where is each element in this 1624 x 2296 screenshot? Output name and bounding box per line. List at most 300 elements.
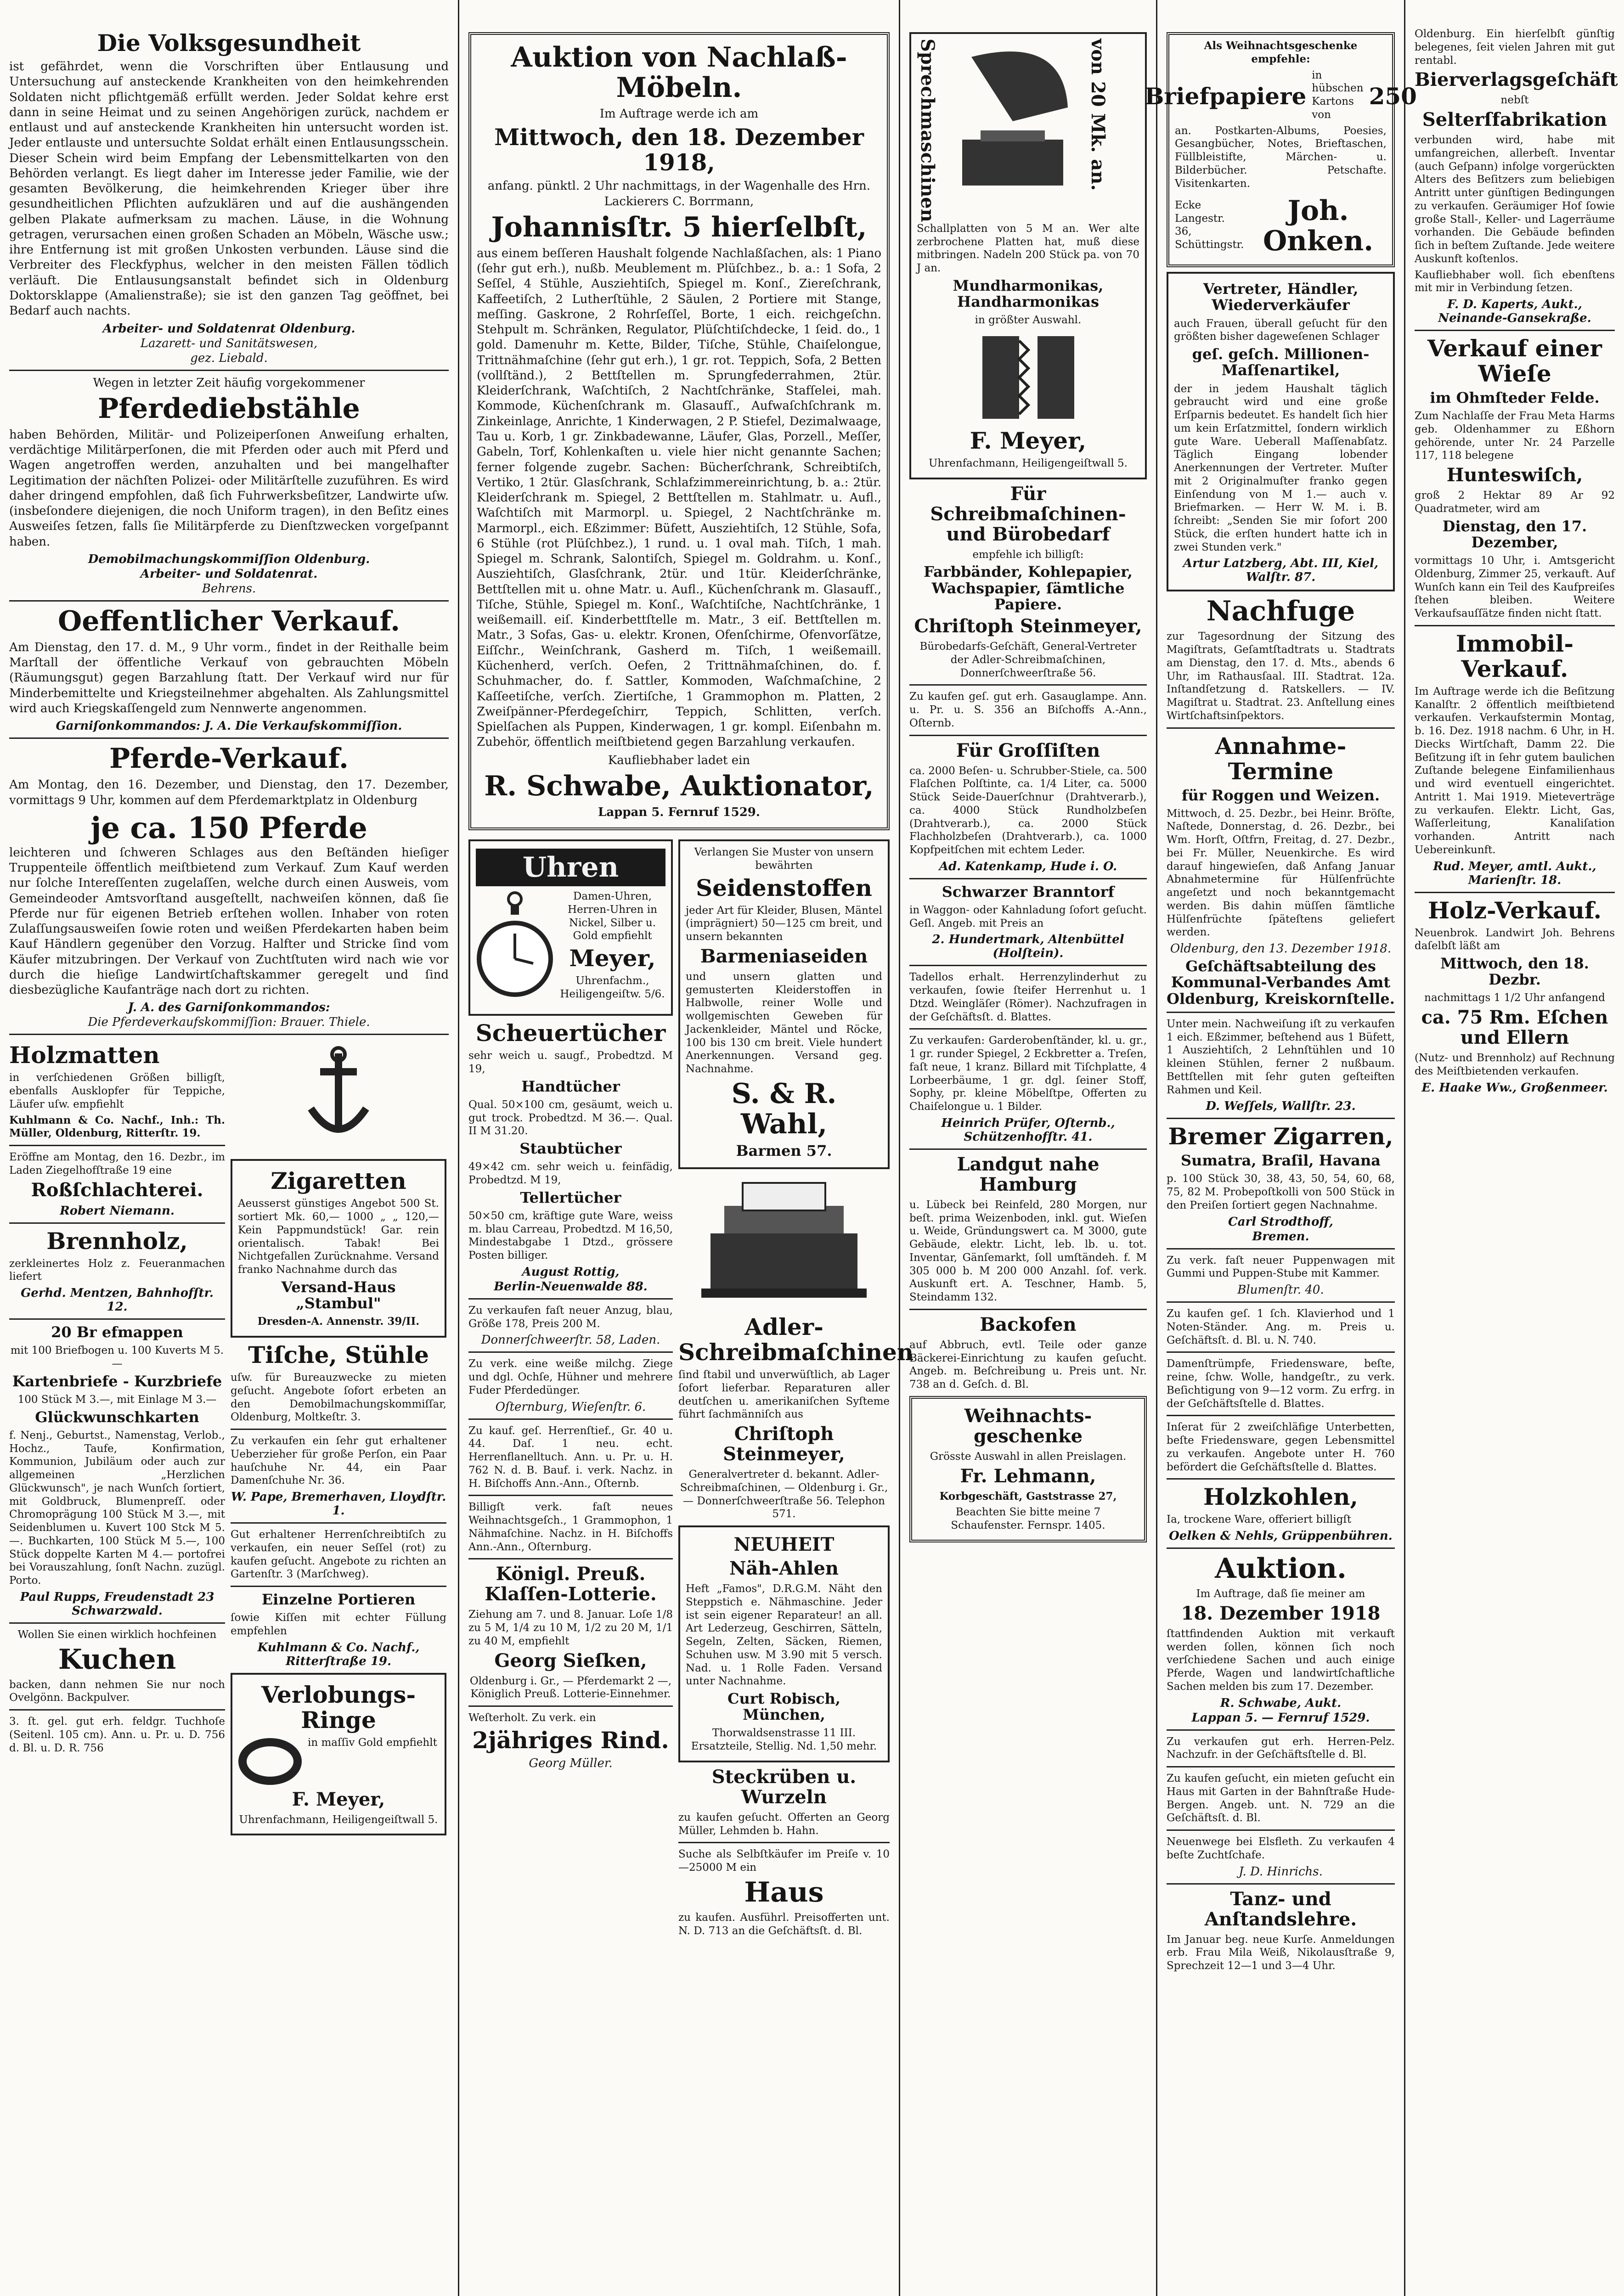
price: 250 (1369, 82, 1417, 110)
body-text: 49×42 cm. sehr weich u. feinfädig, Probedtzd. M 19, (468, 1161, 673, 1186)
ad-anzug (468, 1304, 673, 1347)
body-text: Im Auftrage, daß ſie meiner am (1196, 1588, 1365, 1600)
body-text: Grösste Auswahl in allen Preislagen. (930, 1450, 1127, 1463)
divider (678, 1842, 890, 1843)
headline: Einzelne Portieren (261, 1591, 416, 1609)
divider (909, 1148, 1147, 1150)
ad-wiese (1415, 336, 1615, 620)
divider (1167, 1301, 1395, 1303)
headline: Landgut nahe Hamburg (957, 1153, 1100, 1195)
ads-left (468, 835, 673, 1940)
ad-klassenlotterie (468, 1564, 673, 1701)
divider (231, 1429, 446, 1430)
body-text: backen, dann nehmen Sie nur noch Ovelgönn. Backpulver. (9, 1678, 225, 1704)
headline: Mundharmonikas, Handharmonikas (953, 276, 1104, 311)
body-text: mit 100 Briefbogen u. 100 Kuverts M 5.— (10, 1345, 224, 1370)
ad-verlobungsringe (231, 1673, 446, 1836)
body-text: Kaufliebhaber woll. ſich ebenſtens mit mir in Verbindung ſetzen. (1415, 269, 1615, 294)
body-text: ſtattfindenden Auktion mit verkauft werden ſollen, können ſich noch verſchiedene Sachen und auch einige Pferde, Wagen und landwirtſchaftliche Sachen melden bis zum 17. Dezember. (1167, 1627, 1395, 1693)
headline: Backofen (980, 1313, 1077, 1335)
highlight: je ca. 150 Pferde (90, 810, 367, 845)
divider (9, 1622, 225, 1624)
ad-immobil-verkauf (1415, 631, 1615, 887)
ad-haus (678, 1848, 890, 1937)
divider (9, 737, 449, 739)
firm-name: Chriſtoph Steinmeyer, (914, 615, 1142, 637)
date-line: Oldenburg, den 13. Dezember 1918. (1170, 942, 1392, 956)
intro-text: Im Auftrage werde ich am (599, 107, 759, 121)
divider (1167, 1351, 1395, 1353)
divider (1167, 1548, 1395, 1549)
ring-row (238, 1736, 439, 1787)
body-text: in Waggon- oder Kahnladung ſofort geſucht. Geſl. Angeb. mit Preis an (909, 904, 1147, 929)
divider (9, 1034, 449, 1035)
uhren-row (476, 890, 665, 1009)
ad-unterbetten: Inſerat für 2 zweiſchläfige Unterbetten, beſte Friedensware, gegen Lebensmittel zu verkaufen. Angebote unter H. 760 befördert die Geſchäftsſtelle d. Blattes. (1167, 1421, 1395, 1473)
headline: Staubtücher (519, 1140, 622, 1158)
firm-address: Uhrenfachmann, Heiligengeiſtwall 5. (239, 1813, 438, 1826)
ads-right (231, 1040, 446, 1840)
headline: Näh-Ahlen (729, 1558, 839, 1580)
firm-name: E. Haake Ww., Großenmeer. (1421, 1080, 1608, 1095)
headline: ca. 75 Rm. Eſchen und Ellern (1421, 1007, 1608, 1049)
firm-address: Berlin-Neuenwalde 88. (494, 1279, 648, 1294)
headline: Immobil-Verkauf. (1455, 630, 1574, 682)
headline: Weihnachts-geschenke (964, 1405, 1092, 1447)
ad-kuchen (9, 1628, 225, 1705)
signature: J. A. des Garniſonkommandos: (128, 1001, 330, 1015)
headline: Nachfuge (1206, 595, 1355, 628)
headline: Bremer Zigarren, (1168, 1123, 1393, 1150)
body-text: Oldenburg. Ein hierſelbſt günſtig belegenes, ſeit vielen Jahren mit gut rentabl. (1415, 28, 1615, 67)
body-text: Unter mein. Nachweiſung iſt zu verkaufen 1 eich. Eßzimmer, beſtehend aus 1 Büfett, 1 Ausziehtiſch, 2 Lehnſtühlen und 10 kleinen Stühlen, ferner 2 nußbaum. Bettſtellen mit ſehr guten geſteiften Rahmen und Keil. (1167, 1018, 1395, 1096)
headline: Die Volksgesundheit (97, 29, 361, 56)
divider (9, 1222, 225, 1224)
firm-address: Lappan 5. — Fernruf 1529. (1191, 1711, 1370, 1725)
divider (468, 1705, 673, 1707)
headline: Briefpapiere (1145, 82, 1307, 110)
headline: Uhren (476, 849, 665, 886)
firm-address: Oldenburg i. Gr., — Pferdemarkt 2 —, Königlich Preuß. Lotterie-Einnehmer. (469, 1675, 672, 1700)
firm-name: Oelken & Nehls, Grüppenbühren. (1169, 1529, 1393, 1543)
address: Oſternburg, Wieſenſtr. 6. (495, 1400, 646, 1414)
divider (1167, 1415, 1395, 1416)
ad-annahme-termine (1167, 733, 1395, 1007)
signature: Artur Latzberg, Abt. III, Kiel, Walſtr. 87. (1183, 557, 1379, 585)
firm-address: Bürobedarfs-Geſchäft, General-Vertreter der Adler-Schreibmaſchinen, Donnerſchweerſtraße 56. (919, 641, 1137, 679)
signature: Kuhlmann & Co. Nachf., Ritterſtraße 19. (257, 1640, 420, 1668)
ad-ueberzieher (231, 1435, 446, 1518)
divider (9, 1145, 225, 1146)
body-text: Suche als Selbſtkäufer im Preiſe v. 10—25000 M ein (678, 1848, 890, 1874)
divider (231, 1522, 446, 1524)
headline: Annahme-Termine (1215, 732, 1347, 785)
ad-nachfuge (1167, 596, 1395, 722)
signature: Garniſonkommandos: J. A. Die Verkaufskommiſſion. (56, 719, 402, 733)
item-list: aus einem beſſeren Haushalt folgende Nachlaßſachen, als: 1 Piano (ſehr gut erh.), nußb. Meublement m. Plüſchbez., b. a.: 1 Sofa, 2 Seſſel, 4 Stühle, Ausziehtiſch, Spiegel m. Konſ., Ziereſchrank, Kaffeetiſch, 2 Lutherſtühle, 2 Säulen, 2 Portiere mit Stange, meſſing. Gaskrone, 2 Rohrſeſſel, Borte, 1 eich. reichgeſchn. Stehpult m. Schränken, Regulator, Plüſchtiſchdecke, 1 ſeid. do., 1 gold. Damenuhr m. Kette, Bilder, Tiſche, Stühle, Chaiſelongue, Trittnähmaſchine (ſehr gut erh.), 1 gr. rot. Teppich, Sofa, 2 Betten (vollſtänd.), 2 Bettſtellen m. Sprungfederrahmen, 2tür. Kleiderſchrank, Waſchtiſch, 2 Nachtſchränke, Stafſelei, mah. Kommode, Küchenſchrank m. Glasaufſ., Aufwaſchſchrank m. Zinkeinlage, Anrichte, 1 Kinderwagen, 2 P. Stiefel, Dezimalwaage, Tau u. Korb, 1 gr. Zinkbadewanne, Läufer, Glas, Porzell., Meſſer, Gabeln, Torf, Kohlenkaſten u. viele hier nicht genannte Sachen; ferner folgende zugebr. Sachen: Bücherſchrank, Schreibtiſch, Vertiko, 1 2tür. Glasſchrank, Schlafzimmereinrichtung, b. a.: 2tür. Kleiderſchrank m. Spiegel, 2 Bettſtellen m. Stahlmatr. u. Aufl., Waſchtiſch mit Marmorpl. u. Spiegel, 2 Nachtſchränke m. Marmorpl., eich. Eßzimmer: Büfett, Ausziehtiſch, 12 Stühle, Sofa, 6 Stühle (rot Plüſchbez.), 1 rund. u. 1 oval mah. Tiſch, 1 mah. Spiegel m. Schrank, Salontiſch, Spiegel m. Goldrahm. u. Konſ., Ausziehtiſch, Glasſchrank, 2tür. und 1tür. Kleiderſchränke, Bettſtellen mit u. ohne Matr. u. Aufl., Küchenſchrank m. Glasaufſ., Tiſche, Stühle, Spiegel m. Konſ., Waſchtiſche, Nachtſchränke, 1 weißemaill. eiſ. Kinderbettſtelle m. Matr., 3 eiſ. Bettſtellen m. Matr., 3 Sofas, Gas- u. elektr. Kronen, Ofenſchirme, Ofenvorſätze, Eiſſchr., Weinſchrank, Gasherd m. Tiſch, 1 weißemaill. Küchenherd, verſch. Oefen, 2 Trittnähmaſchinen, do. f. Schuhmacher, do. f. Sattler, Kommoden, Waſchmaſchine, 2 Kaſſeetiſche, verſch. Ziertiſche, 1 Grammophon m. Platten, 2 Zweiſpänner-Pferdegeſchirr, Teppich, Schlitten, verſch. Spielſachen als Puppen, Kinderwagen, 1 gr. kompl. Eiſenbahn m. Zubehör, öffentlich meiſtbietend gegen Barzahlung verkaufen. (477, 246, 881, 749)
firm-name: R. Schwabe, Aukt. (1220, 1696, 1342, 1710)
headline: Verlobungs-Ringe (261, 1681, 416, 1733)
column-3 (900, 0, 1157, 2296)
body-text: Verlangen Sie Muster von unsern bewährten (694, 846, 874, 872)
headline: Sumatra, Braſil, Havana (1181, 1152, 1381, 1170)
firm-address: Generalvertreter d. bekannt. Adler-Schreibmaſchinen, — Oldenburg i. Gr., — Donnerſchweerſtraße 56. Telephon 571. (680, 1469, 888, 1520)
body-text: Qual. 50×100 cm, gesäumt, weich u. gut trock. Probedtzd. M 36.—. Qual. II M 31.20. (468, 1098, 673, 1137)
firm-name: Chriſtoph Steinmeyer, (723, 1423, 845, 1465)
headline: Hunteswiſch, (1446, 464, 1583, 486)
ad-zuchtschafe (1167, 1835, 1395, 1879)
ad-pferde-verkauf (9, 743, 449, 1029)
body-text: in hübschen Kartons von (1312, 69, 1364, 121)
body-text: in verſchiedenen Größen billigſt, ebenfalls Ausklopfer für Teppiche, Läufer uſw. empfiehlt (9, 1072, 225, 1110)
headline: 20 Br efmappen (51, 1323, 183, 1341)
firm-name: Georg Sieſken, (494, 1649, 647, 1671)
auction-date: Mittwoch, den 18. Dezbr. (1440, 955, 1589, 989)
divider (1167, 1478, 1395, 1480)
auction-date: 18. Dezember 1918 (1181, 1602, 1381, 1624)
divider (9, 1318, 225, 1320)
body-text: Neuenbrok. Landwirt Joh. Behrens daſelbſt läßt am (1415, 927, 1615, 952)
headline: im Ohmſteder Felde. (1430, 389, 1600, 406)
body-text: leichteren und ſchweren Schlages aus den Beſtänden hieſiger Truppenteile öffentlich meiſtbietend zum Verkauf. Zum Kauf werden nur ſolche Intereſſenten zugelaſſen, welche durch einen Ausweis, vom Gemeindeoder Amtsvorſtand ausgeſtellt, nachweiſen können, daß ſie Pferde nur für eigenen Betrieb erſtehen wollen. Inhaber von roten Zulaſſungsausweiſen ſowie roten und weißen Pferdekarten haben beim Kauf Händlern gegenüber den Vorzug. Halfter und Stricke ſind vom Käufer mitzubringen. Der Verkauf von Zuchtſtuten wird nach wie vor durch die hieſige Landwirtſchaftskammer geregelt und ſind diesbezügliche Kaufanträge nach dort zu richten. (9, 845, 449, 997)
ad-portieren (231, 1592, 446, 1668)
headline: Tiſche, Stühle (248, 1341, 429, 1369)
firm-name: Kuhlmann & Co. Nachf., Inh.: Th. Müller, Oldenburg, Ritterſtr. 19. (9, 1114, 225, 1140)
headline: Kuchen (58, 1643, 176, 1676)
ad-tuchhose: 3. ſt. gel. gut erh. feldgr. Tuchhoſe (Seitenl. 105 cm). Ann. u. Pr. u. D. 756 d. Bl. u. D. R. 756 (9, 1716, 225, 1754)
body-text: an. Postkarten-Albums, Poesies, Gesangbücher, Notes, Brieftaschen, Füllbleistifte, Märchen- u. Bilderbücher. Petschafte. Visitenkarten. (1175, 124, 1387, 190)
accordion-icon (973, 332, 1083, 423)
body-text: sehr weich u. saugf., Probedtzd. M 19, (468, 1050, 673, 1075)
ad-backofen (909, 1315, 1147, 1391)
signature: Die Pferdeverkaufskommiſſion: Brauer. Thiele. (88, 1015, 370, 1030)
ad-holzkohlen (1167, 1484, 1395, 1543)
signature: Paul Rupps, Freudenstadt 23 Schwarzwald. (20, 1590, 214, 1618)
headline: Adler-Schreibmaſchinen (678, 1313, 914, 1366)
column-5 (1405, 0, 1624, 2296)
body-text: Damen-Uhren, Herren-Uhren in Nickel, Silber u. Gold empfiehlt (568, 890, 657, 942)
firm-address: Uhrenfachmann, Heiligengeiſtwall 5. (928, 457, 1128, 469)
ad-brennholz (9, 1228, 225, 1314)
divider (468, 1351, 673, 1353)
ad-landgut (909, 1154, 1147, 1304)
body-text: ca. 2000 Beſen- u. Schrubber-Stiele, ca. 500 Flaſchen Polſtinte, ca. 1/4 Liter, ca. 5000 Stück Seide-Dauerſchnur (Drahtverarb.), ca. 4000 Stück Rundholzbeſen (Drahtverarb.), ca. 2000 Stück Flachholzbeſen (Drahtverarb.), ca. 1000 Kopfpeitſchen mit echtem Leder. (909, 765, 1147, 856)
price-row (1145, 69, 1417, 124)
headline: Pferde-Verkauf. (109, 743, 349, 775)
body-text: nachmittags 1 1/2 Uhr anfangend (1424, 992, 1605, 1004)
divider (909, 1309, 1147, 1310)
body-text: 50×50 cm, kräftige gute Ware, weiss m. blau Carreau, Probedtzd. M 16,50, Mindestabgabe 1 Dtzd., grössere Posten billiger. (468, 1210, 673, 1262)
body-text: Zu verk. faſt neuer Puppenwagen mit Gummi und Puppen-Stube mit Kammer. (1167, 1254, 1395, 1280)
gramophone-icon (944, 39, 1082, 195)
headline: Für Groſſiſten (956, 739, 1100, 761)
ad-auktion (1167, 1553, 1395, 1725)
ad-haus-garten: Zu kaufen geſucht, ein mieten geſucht ein Haus mit Garten in der Bahnſtraße Hude-Bergen. Angeb. unt. N. 729 an die Geſchäftsſt. d. Bl. (1167, 1773, 1395, 1824)
ad-pferdediebstaehle (9, 376, 449, 596)
ad-scheuertuecher (468, 1020, 673, 1294)
body-text: uſw. für Bureauzwecke zu mieten geſucht. Angebote ſofort erbeten an den Demobilmachungskommiſſar, Oldenburg, Moltkeſtr. 3. (231, 1372, 446, 1424)
headline: NEUHEIT (733, 1534, 835, 1556)
body-text: Zum Nachlaſſe der Frau Meta Harms geb. Oldenhammer zu Eßhorn gehörende, unter Nr. 24 Parzelle 117, 118 belegene (1415, 410, 1615, 462)
firm-row (1175, 193, 1387, 260)
ad-seidenstoffe (678, 839, 890, 1169)
address: Donnerſchweerſtr. 58, Laden. (481, 1333, 660, 1347)
firm-name: Fr. Lehmann, (960, 1465, 1096, 1487)
headline: Geſchäftsabteilung des Kommunal-Verbandes Amt Oldenburg, Kreiskornſtelle. (1167, 957, 1395, 1007)
intro-text: Als Weihnachtsgeschenke empfehle: (1204, 39, 1358, 65)
headline: Scheuertücher (475, 1019, 666, 1047)
body-text: Im Januar beg. neue Kurſe. Anmeldungen erb. Frau Mila Weiß, Nikolausſtraße 9, Sprechzeit 12—1 und 3—4 Uhr. (1167, 1933, 1395, 1972)
divider (1167, 1766, 1395, 1767)
signature: Georg Müller. (529, 1756, 613, 1770)
divider (1415, 625, 1615, 626)
firm-address: Bremen. (1252, 1229, 1309, 1244)
firm-name: F. Meyer, (292, 1788, 385, 1810)
body-text: Zu verkaufen faſt neuer Anzug, blau, Größe 178, Preis 200 M. (468, 1304, 673, 1330)
ad-schreibtisch: Gut erhaltener Herrenſchreibtiſch zu verkaufen, ein neuer Seſſel (rot) zu kaufen geſucht. Angebote zu richten an Gartenſtr. 3 (Marſchweg). (231, 1529, 446, 1581)
divider (9, 600, 449, 602)
column-1 (0, 0, 459, 2296)
firm-name: Meyer, (569, 945, 656, 972)
ad-gaslampe: Zu kaufen geſ. gut erh. Gasauglampe. Ann. u. Pr. u. S. 356 an Biſchoffs A.-Ann., Oſternb. (909, 691, 1147, 729)
divider (909, 965, 1147, 966)
headline: Zigaretten (271, 1167, 406, 1195)
headline: Auktion. (1215, 1553, 1347, 1585)
firm-name: August Rottig, (522, 1265, 620, 1279)
firm-name: Versand-Haus „Stambul" (281, 1278, 396, 1312)
firm-address: Korbgeschäft, Gaststrasse 27, (939, 1490, 1117, 1503)
signature: Gerhd. Mentzen, Bahnhofſtr. 12. (21, 1286, 214, 1314)
anchor-illustration (231, 1040, 446, 1154)
divider (1167, 727, 1395, 729)
divider (1167, 1248, 1395, 1249)
firm-name: Joh. Onken. (1263, 195, 1374, 258)
firm-name: Ad. Katenkamp, Hude i. O. (939, 859, 1117, 873)
price-from: von 20 Mk. an. (1087, 39, 1109, 191)
body-text: f. Nenj., Geburtst., Namenstag, Verlob., Hochz., Taufe, Konfirmation, Kommunion, Jubiläum oder auch zur allgemeinen „Herzlichen Glückwunsch", je nach Wunſch ſortiert, mit Goldbruck, Blumenpreſſ. oder Chromoprägung 100 Stück M 3.—, mit Seidenblumen u. Kuvert 100 Stck M 5.—. Buchkarten, 100 Stück M 5.—, 100 Stück doppelte Karten M 4.— portofrei bei Vorauszahlung, ſonſt Nachn. zuzügl. Porto. (9, 1429, 225, 1587)
ad-garderobe (909, 1034, 1147, 1144)
ad-rind (468, 1711, 673, 1770)
headline: Auktion von Nachlaß-Möbeln. (511, 41, 847, 104)
divider (1167, 1012, 1395, 1013)
ad-tische-stuehle (231, 1342, 446, 1424)
ad-vertreter (1167, 272, 1395, 591)
divider (9, 370, 449, 371)
body-text: ſowie Kiſſen mit echter Füllung empfehlen (231, 1612, 446, 1637)
divider (909, 684, 1147, 686)
ad-rossschlachterei (9, 1151, 225, 1218)
signature: D. Weſſels, Wallſtr. 23. (1206, 1099, 1356, 1114)
headline: Holz-Verkauf. (1428, 896, 1601, 924)
body-text: Zu verkaufen: Garderobenſtänder, kl. u. gr., 1 gr. runder Spiegel, 2 Eckbretter a. Treſen, faſt neue, 1 kranz. Billard mit Tiſchplatte, 4 Lorbeerbäume, 1 gr. dgl. ſeiner Stoff, Sophy, pr. kleine Möbelſtpe, Offerten zu Chaiſelongue u. 1 Bilder. (909, 1035, 1147, 1113)
ad-herren-pelz: Zu verkaufen gut erh. Herren-Pelz. Nachzufr. in der Geſchäftsſtelle d. Bl. (1167, 1735, 1395, 1761)
firm-name: S. & R. Wahl, (731, 1077, 837, 1140)
body-text: Neuenwege bei Elsfleth. Zu verkaufen 4 beſte Zuchtſchafe. (1167, 1836, 1395, 1861)
intro-text: Wegen in letzter Zeit häufig vorgekommener (93, 376, 365, 390)
ad-naeh-ahlen (678, 1525, 890, 1762)
signature: Heinrich Prüfer, Oſternb., Schützenhofſtr. 41. (941, 1116, 1115, 1144)
divider (909, 735, 1147, 736)
signature: Behrens. (202, 581, 256, 596)
firm-name: F. D. Kaperts, Aukt., Neinande-Gansekraße. (1438, 298, 1591, 325)
body-text: 100 Stück M 3.—, mit Einlage M 3.— (17, 1394, 217, 1406)
signature: Robert Niemann. (60, 1204, 175, 1218)
body-text: Zu verkaufen ein ſehr gut erhaltener Ueberzieher für große Perſon, ein Paar hauſchuhe Nr. 44, ein Paar Damenſchuhe Nr. 36. (231, 1435, 446, 1487)
headline: Holzkohlen, (1203, 1483, 1358, 1511)
ad-zylinderhut: Tadellos erhalt. Herrenzylinderhut zu verkaufen, ſowie ſteifer Herrenhut u. 1 Dtzd. Weingläſer (Römer). Nachzufragen in der Geſchäftsſt. d. Blattes. (909, 971, 1147, 1023)
body-text: auch Frauen, überall geſucht für den größten bisher dageweſenen Schlager (1174, 317, 1387, 343)
signature: W. Pape, Bremerhaven, Lloydſtr. 1. (231, 1490, 446, 1518)
divider (1415, 330, 1615, 331)
body-text: in maſſiv Gold empfiehlt (308, 1736, 437, 1749)
ad-steckrueben (678, 1767, 890, 1838)
ad-herrenstiefel: Zu kauf. geſ. Herrenſtief., Gr. 40 u. 44. Daſ. 1 neu. echt. Herrenflanelltuch. Ann. u. Pr. u. H. 762 N. d. B. Bauf. i. verk. Nachz. in H. Biſchoffs Ann.-Ann., Oſternb. (468, 1424, 673, 1490)
uhren-text (559, 890, 665, 1009)
headline: Farbbänder, Kohlepapier, Wachspapier, ſämtliche Papiere. (924, 563, 1133, 613)
ad-damenstruempfe: Damenſtrümpfe, Friedensware, beſte, reine, ſchw. Wolle, handgeſtr., zu verk. Beſichtigung von 9—12 vorm. Zu erfrg. in der Geſchäftsſtelle d. Blattes. (1167, 1358, 1395, 1410)
body-text: jeder Art für Kleider, Blusen, Mäntel (imprägniert) 50—125 cm breit, und unsern bekannten (686, 904, 882, 943)
ad-briefmappen (9, 1324, 225, 1618)
body-text: Eröffne am Montag, den 16. Dezbr., im Laden Ziegelhofſtraße 19 eine (9, 1151, 225, 1176)
body-text: vormittags 10 Uhr, i. Amtsgericht Oldenburg, Zimmer 25, verkauft. Auf Wunſch kann ein Teil des Kaufpreiſes ſtehen bleiben. Weitere Verkaufsauſſätze finden nicht ſtatt. (1415, 555, 1615, 620)
body-text: Heft „Famos", D.R.G.M. Näht den Steppstich e. Nähmaschine. Jeder ist sein eigener Reparateur! an all. Art Lederzeug, Geschirren, Sätteln, Segeln, Zelten, Säcken, Riemen, Schuhen usw. M 3.90 mit 5 versch. Nad. u. 1 Rolle Faden. Versand unter Nachnahme. (686, 1583, 882, 1688)
ads-row (468, 835, 914, 1940)
body-text: auf Abbruch, evtl. Teile oder ganze Bäckerei-Einrichtung zu kaufen geſucht. Angeb. m. Beſchreibung u. Preis unt. Nr. 738 an d. Geſch. d. Bl. (909, 1339, 1147, 1391)
headline: Holzmatten (9, 1041, 160, 1069)
auction-address: Johannisſtr. 5 hierſelbſt, (491, 211, 867, 243)
headline: Vertreter, Händler, Wiederverkäufer (1203, 280, 1359, 314)
body-text: zu kaufen. Ausführl. Preisofferten unt. N. D. 713 an die Geſchäftsſt. d. Bl. (678, 1911, 890, 1937)
headline: Kartenbriefe - Kurzbriefe (12, 1372, 222, 1390)
headline: für Roggen und Weizen. (1181, 786, 1380, 804)
ad-buerobedarf (909, 484, 1147, 680)
ads-row (9, 1040, 449, 1840)
ad-auktion-nachlass (468, 32, 890, 830)
firm-address: Uhrenfachm., Heiligengeiſtw. 5/6. (560, 975, 665, 1000)
ad-bremer-zigarren (1167, 1124, 1395, 1243)
vertical-headline: Sprechmaschinen (917, 39, 938, 222)
headline: Bierverlagsgeſchäft (1415, 69, 1618, 91)
address: Blumenſtr. 40. (1237, 1283, 1324, 1297)
column-2 (459, 0, 914, 2296)
body-text: Weſterholt. Zu verk. ein (468, 1712, 596, 1724)
headline: Tellertücher (520, 1188, 621, 1206)
headline: Roßſchlachterei. (31, 1179, 203, 1201)
body-text: zur Tagesordnung der Sitzung des Magiſtrats, Geſamtſtadtrats u. Stadtrats am Dienstag, den 17. d. Mts., abends 6 Uhr, im Rathausſaal. III. Stadtrat. 12a. Inſtandſetzung d. Ratskellers. — IV. Magiſtrat u. Stadtrat. 23. Anſtellung eines Wirtſchaftsinſpektors. (1167, 630, 1395, 722)
body-text: Zu verk. eine weiße milchg. Ziege und dgl. Ochſe, Hühner und mehrere Fuder Pferdedünger. (468, 1358, 673, 1396)
ad-ziege (468, 1357, 673, 1413)
body-text: zu kaufen geſucht. Offerten an Georg Müller, Lehmden b. Hahn. (678, 1811, 890, 1837)
body-text: Mittwoch, d. 25. Dezbr., bei Heinr. Bröſte, Naſtede, Donnerstag, d. 26. Dezbr., bei Wm. Horſt, Oſtfrn, Freitag, d. 27. Dezbr., bei Fr. Müller, Neuenkirche. Es wird darauf hingewieſen, daß Anfang Januar Abnahmetermine für Hülſenfrüchte angeſetzt und noch bekanntgemacht werden. Bis dahin müſſen ſämtliche Hülſenfrüchte ſpäteſtens geliefert werden. (1167, 807, 1395, 939)
pocket-watch-icon (476, 890, 554, 1009)
ad-holz-verkauf (1415, 898, 1615, 1095)
divider (909, 878, 1147, 879)
body-text: der in jedem Haushalt täglich gebraucht wird und eine große Erſparnis bedeutet. Es handelt ſich hier um kein Erſatzmittel, ſondern wirklich gute Ware. Ueberall Maſſenabſatz. Täglich Eingang lobender Anerkennungen der Vertreter. Muſter mit 2 Originalmuſter franko gegen Einſendung von M 1.— auch v. Briefmarken. — Herr W. M. i. B. ſchreibt: „Senden Sie mir ſofort 200 Stück, die erſten hundert hatte ich in zwei Stunden verk." (1174, 383, 1387, 553)
body-text: Ia, trockene Ware, offeriert billigſt (1167, 1514, 1352, 1526)
ad-tanzlehre (1167, 1889, 1395, 1973)
body-text: Kaufliebhaber ladet ein (608, 753, 750, 767)
divider (468, 1298, 673, 1300)
ad-adler-schreibmaschinen (678, 1313, 914, 1521)
divider (9, 1709, 225, 1711)
body-text: und unsern glatten und gemusterten Kleiderstoffen in Halbwolle, reiner Wolle und wollgemischten Geweben für Jackenkleider, Mäntel und Röcke, 100 bis 130 cm breit. Viele hundert Anerkennungen. Versand geg. Nachnahme. (686, 970, 882, 1075)
headline: Königl. Preuß. Klaſſen-Lotterie. (485, 1563, 657, 1605)
typewriter-illustration (678, 1174, 890, 1311)
body-text: Schallplatten von 5 M an. Wer alte zerbrochene Platten hat, muß diese mitbringen. Nadeln 200 Stück pa. von 70 J an. (917, 222, 1139, 275)
anchor-icon (283, 1044, 394, 1150)
headline: Steckrüben u. Wurzeln (711, 1766, 857, 1808)
headline: Seidenstoffen (696, 874, 872, 901)
body-text: p. 100 Stück 30, 38, 43, 50, 54, 60, 68, 75, 82 M. Probepoſtkolli von 500 Stück in den Preiſen ſortiert gegen Nachnahme. (1167, 1173, 1395, 1211)
headline: Handtücher (521, 1077, 620, 1095)
body-text: groß 2 Hektar 89 Ar 92 Quadratmeter, wird am (1415, 490, 1615, 515)
body-text: Am Montag, den 16. Dezember, und Dienstag, den 17. Dezember, vormittags 9 Uhr, kommen auf dem Pferdemarktplatz in Oldenburg (9, 778, 449, 807)
accordion-row (917, 332, 1139, 423)
divider (1415, 892, 1615, 893)
ad-weihnachtsgeschenke (909, 1396, 1147, 1542)
ad-puppenwagen (1167, 1254, 1395, 1297)
body-text: Aeusserst günstiges Angebot 500 St. sortiert Mk. 60,— 1000 „ „ 120,— Kein Pappmundstück! Gar. rein orientalisch. Tabak! Bei Nichtgefallen Zurücknahme. Versand franko Nachnahme durch das (238, 1198, 439, 1276)
signature: Lazarett- und Sanitätswesen, (140, 336, 318, 350)
headline: Pferdediebstähle (98, 392, 360, 425)
firm-name: 2. Hundertmark, Altenbüttel (Holſtein). (932, 933, 1124, 961)
firm-name: Carl Strodthoff, (1228, 1215, 1333, 1229)
auction-date: Dienstag, den 17. Dezember, (1442, 517, 1587, 551)
column-4 (1145, 0, 1417, 2296)
body-text: anfang. pünktl. 2 Uhr nachmittags, in der Wagenhalle des Hrn. Lackierers C. Borrmann, (487, 179, 871, 208)
ad-sprechmaschinen (909, 32, 1147, 479)
body-text: Beachten Sie bitte meine 7 Schaufenster. Fernspr. 1405. (951, 1506, 1105, 1532)
ad-grossisten (909, 741, 1147, 873)
body-text: ſind ſtabil und unverwüſtlich, ab Lager ſofort lieferbar. Reparaturen aller deutſchen u. amerikaniſchen Syſteme führt ſachmänniſch aus (678, 1369, 890, 1421)
ad-holzmatten (9, 1042, 225, 1140)
auction-date: Mittwoch, den 18. Dezember 1918, (494, 124, 864, 176)
divider (468, 1558, 673, 1559)
headline: Barmeniaseiden (700, 945, 868, 967)
firm-name: Rud. Meyer, amtl. Aukt., Marienſtr. 18. (1433, 859, 1596, 887)
divider (1167, 1118, 1395, 1119)
firm-address: Lappan 5. Fernruf 1529. (598, 805, 760, 819)
body-text: in größter Auswahl. (975, 314, 1082, 326)
firm-name: R. Schwabe, Auktionator, (484, 770, 874, 802)
firm-address: Thorwaldsenstrasse 11 III. Ersatzteile, Stellig. Nd. 1,50 mehr. (691, 1727, 877, 1753)
divider (1167, 1883, 1395, 1885)
typewriter-icon (692, 1178, 876, 1307)
body-text: nebſt (1500, 94, 1529, 107)
divider (909, 1028, 1147, 1030)
headline: Schwarzer Branntorf (942, 883, 1115, 900)
signature: gez. Liebald. (190, 351, 268, 365)
ad-grammophon: Billigſt verk. faſt neues Weihnachtsgeſch., 1 Grammophon, 1 Nähmaſchine. Nachz. in H. Biſchoffs Ann.-Ann., Oſternburg. (468, 1501, 673, 1553)
body-text: empfehle ich billigſt: (972, 548, 1084, 561)
divider (231, 1586, 446, 1587)
ad-branntorf (909, 884, 1147, 961)
ads-left (9, 1040, 225, 1840)
firm-address: Barmen 57. (736, 1142, 832, 1159)
signature: Demobilmachungskommiſſion Oldenburg. (88, 552, 370, 566)
signature: J. D. Hinrichs. (1239, 1864, 1323, 1879)
firm-address: Ecke Langestr. 36, Schüttingstr. (1175, 199, 1244, 251)
ad-briefpapiere (1145, 32, 1417, 267)
ad-volksgesundheit (9, 30, 449, 365)
signature: Arbeiter- und Soldatenrat. (140, 567, 318, 581)
headline: Selterſfabrikation (1422, 109, 1607, 130)
headline: Haus (744, 1876, 824, 1908)
signature: Arbeiter- und Soldatenrat Oldenburg. (102, 321, 355, 336)
headline: Oeffentlicher Verkauf. (57, 605, 400, 637)
ad-zigaretten (231, 1159, 446, 1338)
headline: geſ. geſch. Millionen-Maſſenartikel, (1192, 345, 1370, 379)
